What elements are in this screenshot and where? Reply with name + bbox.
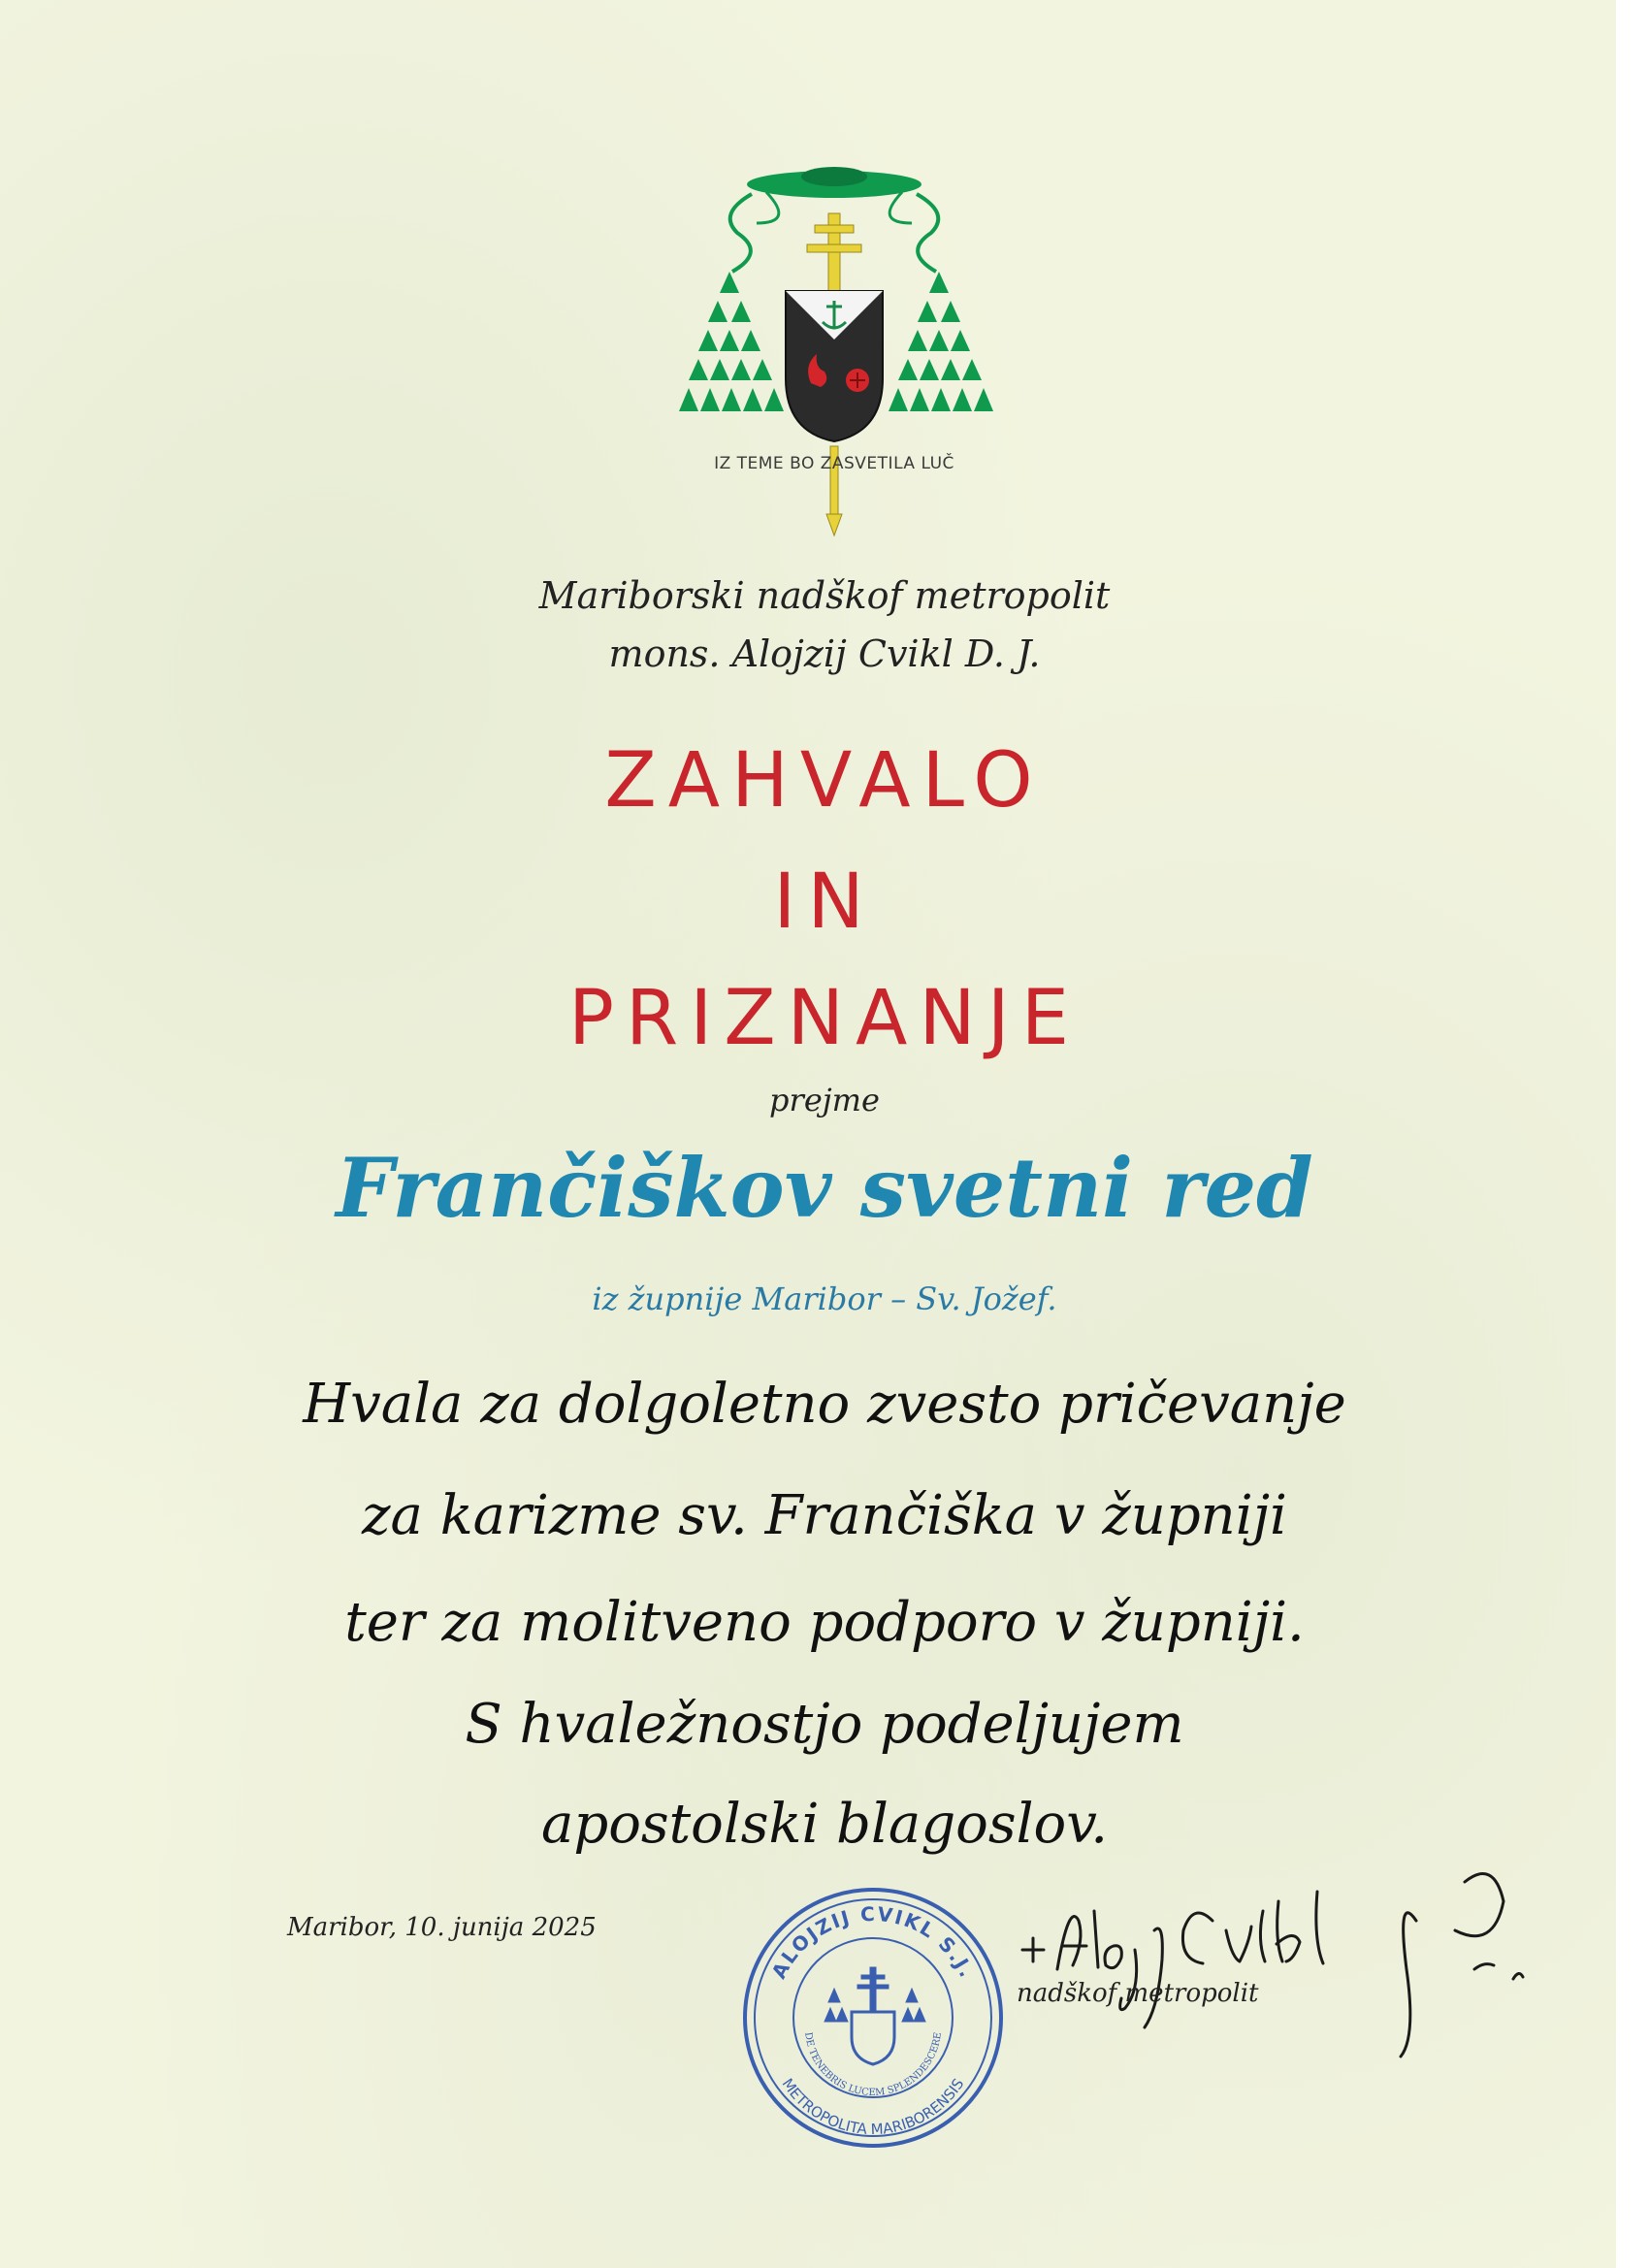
title-line-1: ZAHVALO <box>604 737 1045 825</box>
official-seal-icon <box>737 1882 1009 2154</box>
issuer-title: Mariborski nadškof metropolit <box>538 574 1111 617</box>
svg-text:ALOJZIJ CVIKL S.J.: ALOJZIJ CVIKL S.J. <box>766 1901 980 1983</box>
body-line: apostolski blagoslov. <box>540 1793 1109 1856</box>
svg-text:METROPOLITA MARIBORENSIS: METROPOLITA MARIBORENSIS <box>778 2075 968 2139</box>
receives-label: prejme <box>769 1082 880 1118</box>
body-line: za karizme sv. Frančiška v župniji <box>362 1484 1287 1547</box>
scan-edge <box>1616 0 1649 2268</box>
title-line-3: PRIZNANJE <box>567 975 1081 1062</box>
svg-text:DE TENEBRIS LUCEM SPLENDESCERE: DE TENEBRIS LUCEM SPLENDESCERE <box>802 2031 944 2099</box>
issuer-name: mons. Alojzij Cvikl D. J. <box>608 632 1041 675</box>
body-line: Hvala za dolgoletno zvesto pričevanje <box>303 1373 1346 1436</box>
body-line: ter za molitveno podporo v župniji. <box>344 1591 1305 1654</box>
body-line: S hvaležnostjo podeljujem <box>465 1693 1184 1756</box>
title-line-2: IN <box>773 859 876 946</box>
recipient-name: Frančiškov svetni red <box>336 1140 1313 1236</box>
signature-caption: nadškof metropolit <box>1017 1979 1259 2008</box>
place-and-date: Maribor, 10. junija 2025 <box>287 1913 597 1942</box>
coat-of-arms-icon <box>660 155 1009 543</box>
coat-of-arms-motto: IZ TEME BO ZASVETILA LUČ <box>714 454 954 473</box>
recipient-parish: iz župnije Maribor – Sv. Jožef. <box>592 1280 1057 1317</box>
